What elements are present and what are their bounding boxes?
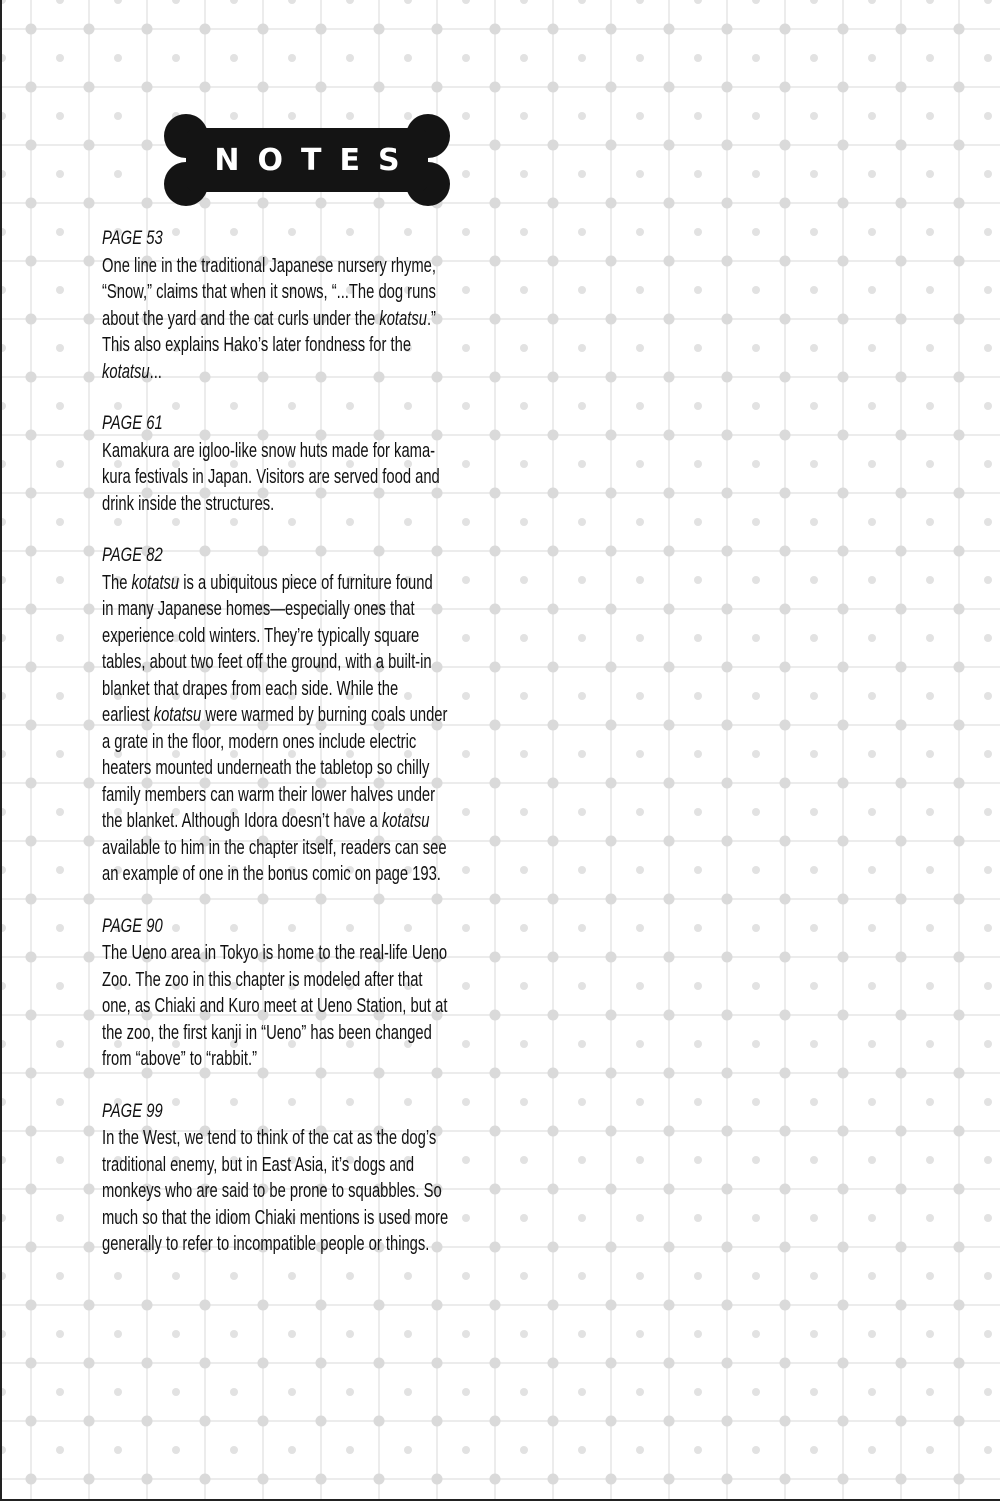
note-line: the blanket. Although Idora doesn’t have a kotatsu — [102, 809, 430, 832]
note-line: traditional enemy, but in East Asia, it’s dogs and — [102, 1152, 415, 1176]
note-entry — [102, 226, 532, 385]
note-line: In the West, we tend to think of the cat as the dog’s — [102, 1126, 437, 1149]
note-line: in many Japanese homes—especially ones that — [102, 597, 415, 620]
note-body — [102, 940, 532, 1073]
note-line: experience cold winters. They’re typically square — [102, 623, 420, 647]
note-body — [102, 1125, 532, 1258]
note-line: from “above” to “rabbit.” — [102, 1047, 258, 1070]
note-line: drink inside the structures. — [102, 491, 275, 515]
note-line: earliest kotatsu were warmed by burning coals under — [102, 703, 448, 726]
note-entry — [102, 543, 532, 888]
note-line: “Snow,” claims that when it snows, “...The dog runs — [102, 280, 436, 303]
note-line: a grate in the floor, modern ones include electric — [102, 729, 417, 753]
note-page-heading: PAGE 90 — [102, 915, 163, 937]
note-entry — [102, 1099, 532, 1258]
note-line: blanket that drapes from each side. While the — [102, 676, 399, 700]
notes-title-badge — [162, 110, 452, 210]
note-page-heading: PAGE 53 — [102, 228, 163, 249]
note-line: about the yard and the cat curls under the kotatsu.” — [102, 306, 436, 330]
note-page-heading: PAGE 61 — [102, 413, 163, 434]
note-page-heading: PAGE 99 — [102, 1100, 163, 1122]
note-line: monkeys who are said to be prone to squabbles. So — [102, 1179, 442, 1202]
notes-list — [102, 226, 532, 1284]
page-title: NOTES — [214, 142, 418, 178]
note-line: much so that the idiom Chiaki mentions is used more — [102, 1205, 449, 1229]
note-line: an example of one in the bonus comic on page 193. — [102, 862, 441, 885]
note-line: available to him in the chapter itself, readers can see — [102, 835, 447, 859]
note-line: kura festivals in Japan. Visitors are served food and — [102, 465, 440, 488]
note-line: The Ueno area in Tokyo is home to the real-life Ueno — [102, 941, 448, 964]
note-page-heading: PAGE 82 — [102, 545, 163, 566]
note-entry — [102, 914, 532, 1073]
note-line: Kamakura are igloo-like snow huts made for kama- — [102, 438, 436, 462]
note-entry — [102, 411, 532, 517]
note-line: tables, about two feet off the ground, with a built-in — [102, 650, 432, 673]
note-line: family members can warm their lower halves under — [102, 782, 436, 806]
note-body — [102, 253, 532, 386]
note-line: Zoo. The zoo in this chapter is modeled after that — [102, 967, 423, 991]
note-line: heaters mounted underneath the tabletop so chilly — [102, 756, 430, 779]
note-line: This also explains Hako’s later fondness for the — [102, 333, 412, 356]
note-line: the zoo, the first kanji in “Ueno” has been changed — [102, 1020, 432, 1044]
note-body — [102, 570, 532, 888]
note-line: generally to refer to incompatible people or things. — [102, 1232, 430, 1255]
note-body — [102, 438, 532, 518]
note-line: The kotatsu is a ubiquitous piece of furniture found — [102, 570, 433, 594]
note-line: One line in the traditional Japanese nursery rhyme, — [102, 253, 436, 277]
note-line: kotatsu... — [102, 359, 162, 383]
note-line: one, as Chiaki and Kuro meet at Ueno Station, but at — [102, 994, 448, 1017]
